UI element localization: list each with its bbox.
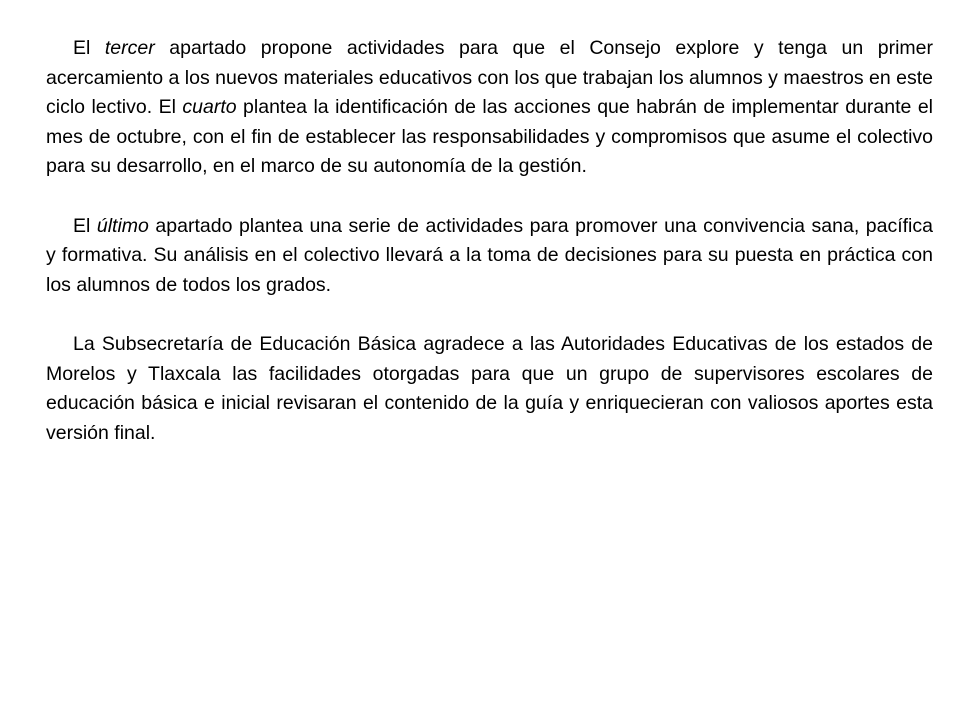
paragraph-tercer-cuarto (46, 34, 933, 182)
text-segment: plantea la identificación de las acciones que habrán de implementar durante el mes de octubre, con el fin de establecer las responsabilidades y compromisos que asume el colectivo para su desarrollo, en el marco de su autonomía de la gestión. (46, 96, 933, 177)
paragraph-acknowledgement (46, 330, 933, 448)
text-segment: El (73, 214, 97, 237)
document-body (46, 34, 933, 478)
italic-term-tercer: tercer (104, 37, 155, 59)
text-segment: El (73, 37, 105, 59)
text-segment: apartado plantea una serie de actividades para promover una convivencia sana, pacífica y formativa. Su análisis en el colectivo llevará a la toma de decisiones para su puesta en práctica con los alumnos de todos los grados. (46, 214, 933, 296)
italic-term-ultimo: último (96, 214, 149, 237)
text-segment: La Subsecretaría de Educación Básica agradece a las Autoridades Educativas de los estados de Morelos y Tlaxcala las facilidades otorgadas para que un grupo de supervisores escolares de educación básica e inicial revisaran el contenido de la guía y enriquecieran con valiosos aportes esta versión final. (46, 333, 933, 444)
italic-term-cuarto: cuarto (182, 96, 237, 118)
text-segment: apartado propone actividades para que el Consejo explore y tenga un primer acercamiento a los nuevos materiales educativos con los que trabajan los alumnos y maestros en este ciclo lectivo. El (46, 37, 933, 118)
paragraph-ultimo (46, 212, 933, 301)
